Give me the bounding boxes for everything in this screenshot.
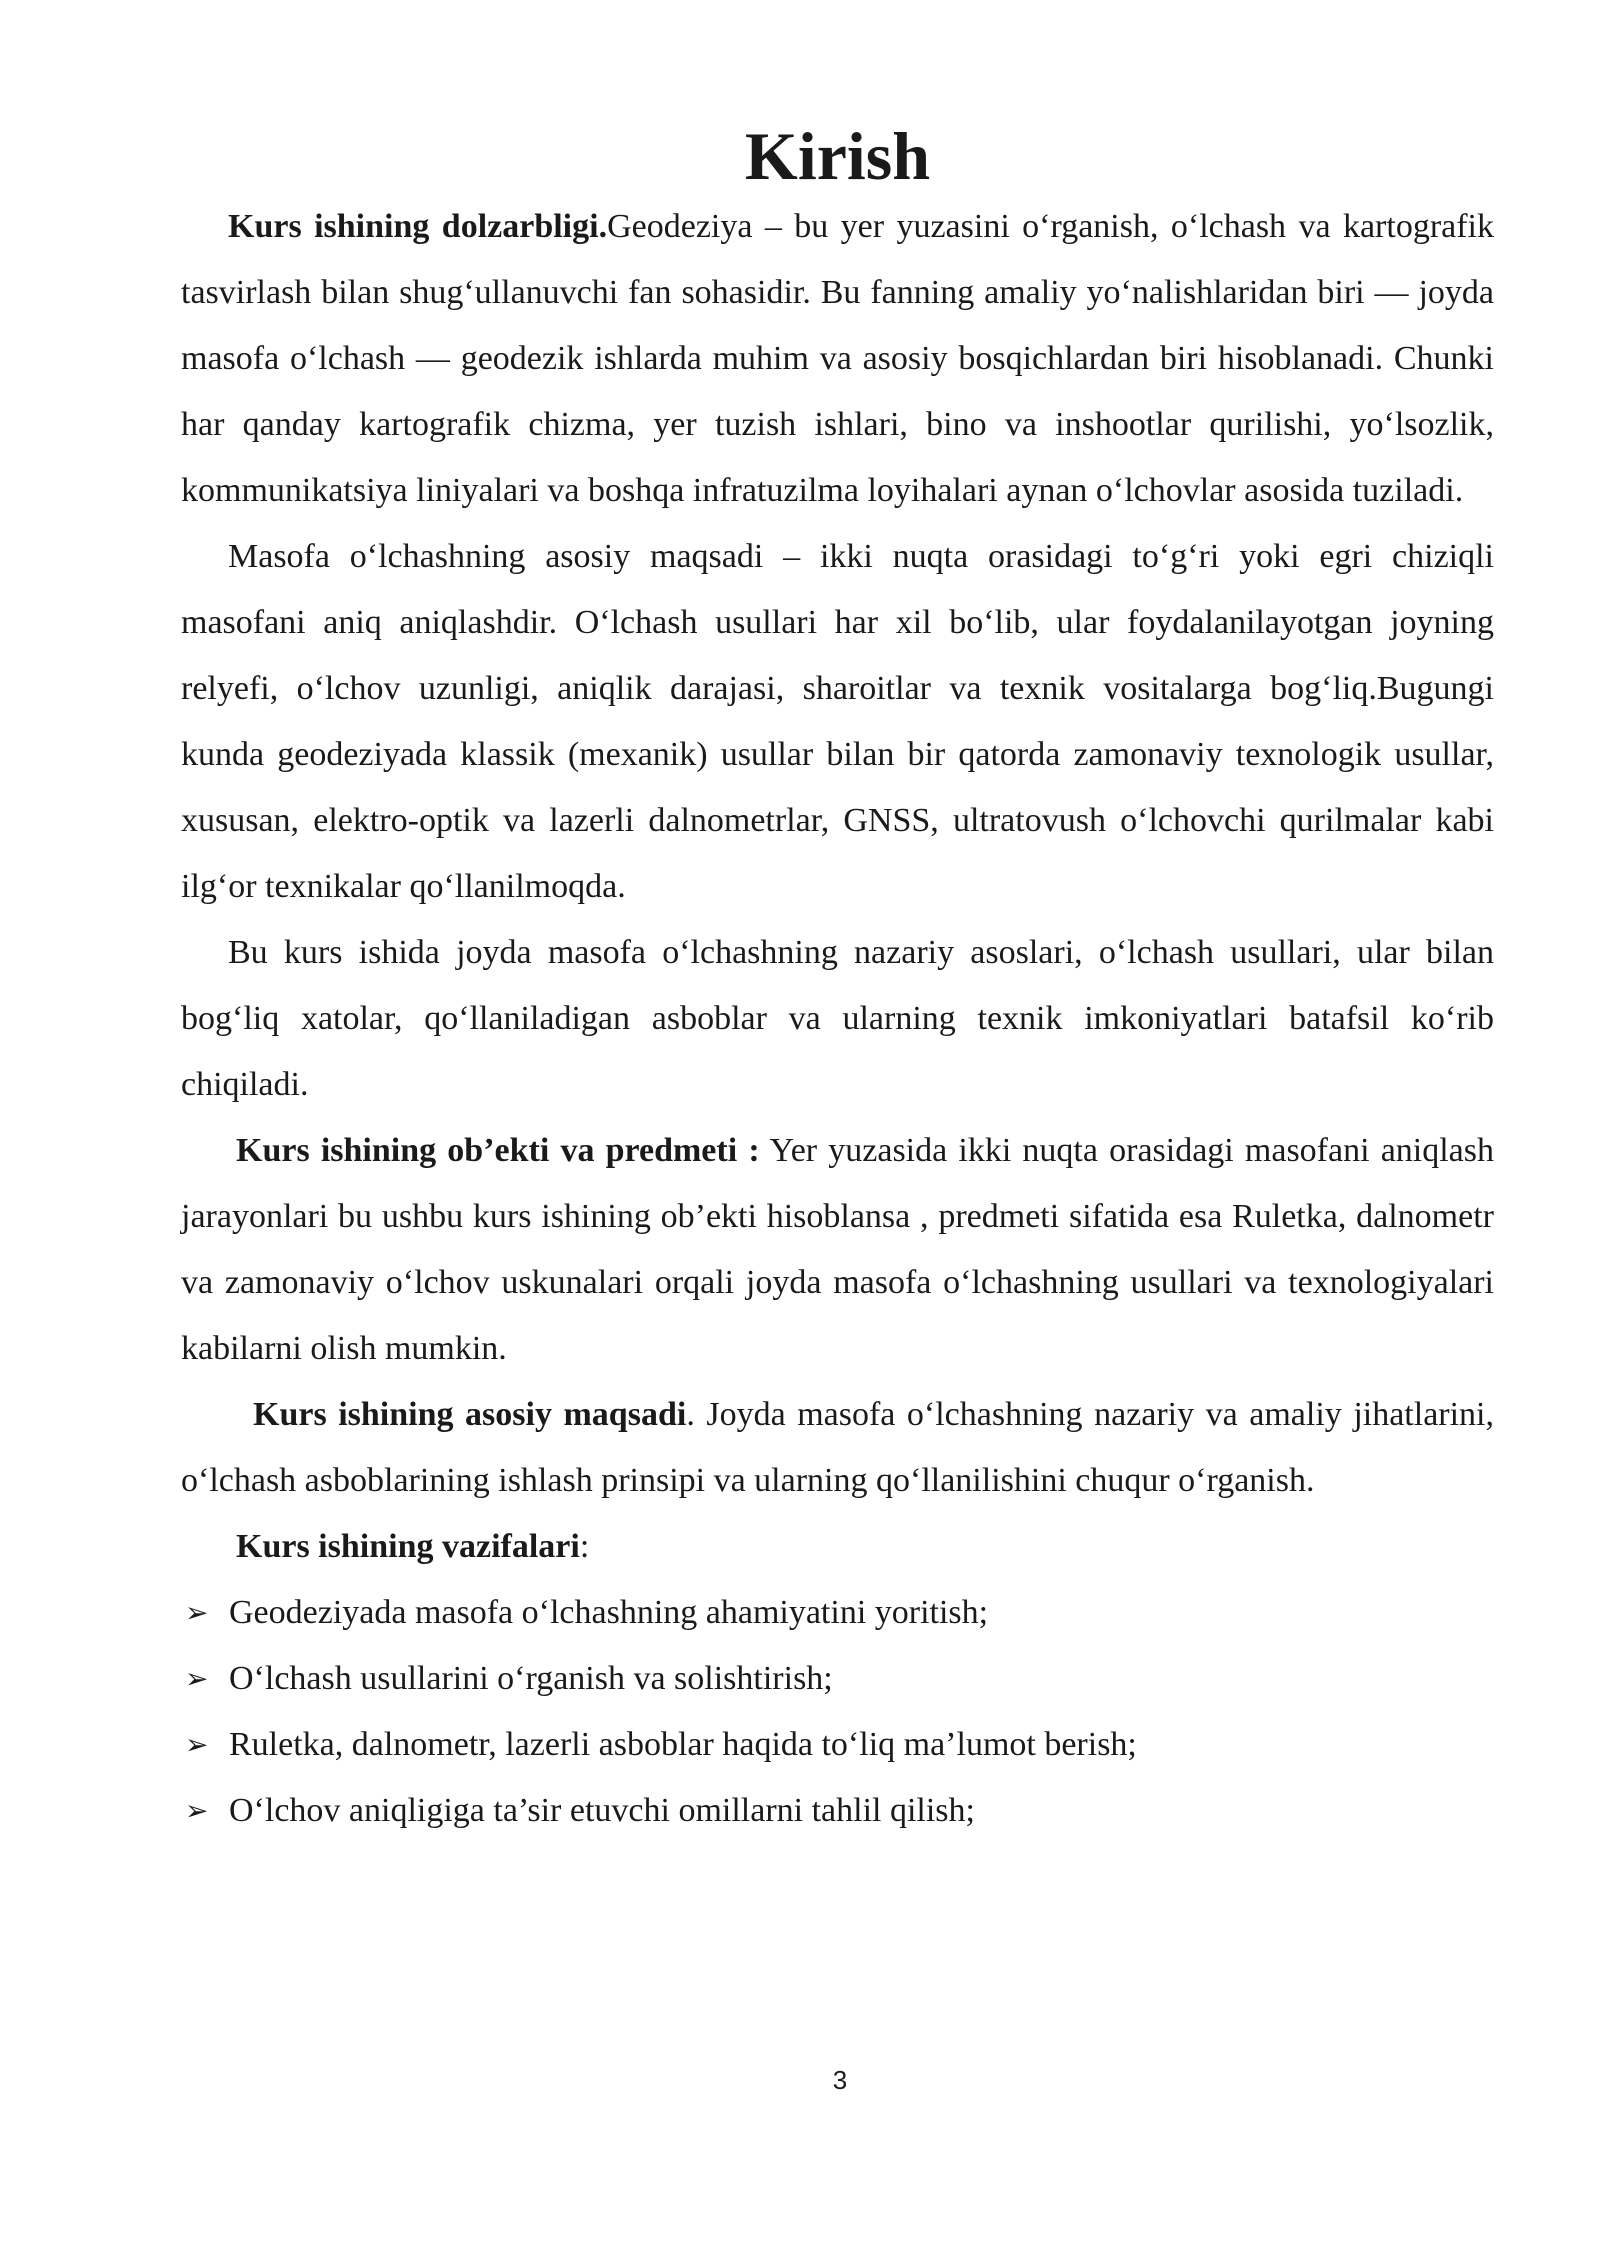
arrow-bullet-icon: ➢	[185, 1794, 209, 1827]
page-title: Kirish	[744, 118, 931, 194]
list-item-text: O‘lchov aniqligiga ta’sir etuvchi omillarni tahlil qilish;	[229, 1792, 975, 1829]
object-heading: Kurs ishining ob’ekti va predmeti :	[236, 1132, 760, 1169]
tasks-list	[181, 1580, 1494, 1844]
arrow-bullet-icon: ➢	[185, 1662, 209, 1695]
intro-text: Geodeziya – bu yer yuzasini o‘rganish, o‘lchash va kartografik tasvirlash bilan shug‘ullanuvchi fan sohasidir. Bu fanning amaliy yo‘nalishlaridan biri — joyda masofa o‘lchash — geodezik ishlarda muhim va asosiy bosqichlardan biri hisoblanadi. Chunki har qanday kartografik chizma, yer tuzish ishlari, bino va inshootlar qurilishi, yo‘lsozlik, kommunikatsiya liniyalari va boshqa infratuzilma loyihalari aynan o‘lchovlar asosida tuziladi.	[181, 208, 1494, 509]
object-text: Yer yuzasida ikki nuqta orasidagi masofani aniqlash jarayonlari bu ushbu kurs ishining ob’ekti hisoblansa , predmeti sifatida esa Ruletka, dalnometr va zamonaviy o‘lchov uskunalari orqali joyda masofa o‘lchashning usullari va texnologiyalari kabilarni olish mumkin.	[181, 1132, 1494, 1367]
paragraph-scope: Bu kurs ishida joyda masofa o‘lchashning nazariy asoslari, o‘lchash usullari, ular bilan bog‘liq xatolar, qo‘llaniladigan asboblar va ularning texnik imkoniyatlari batafsil ko‘rib chiqiladi.	[181, 934, 1494, 1103]
intro-heading: Kurs ishining dolzarbligi.	[228, 208, 608, 245]
aim-text: . Joyda masofa o‘lchashning nazariy va amaliy jihatlarini, o‘lchash asboblarining ishlash prinsipi va ularning qo‘llanilishini chuqur o‘rganish.	[181, 1396, 1495, 1499]
page-number: 3	[832, 2065, 848, 2095]
paragraph-methods: Masofa o‘lchashning asosiy maqsadi – ikki nuqta orasidagi to‘g‘ri yoki egri chiziqli masofani aniq aniqlashdir. O‘lchash usullari har xil bo‘lib, ular foydalanilayotgan joyning relyefi, o‘lchov uzunligi, aniqlik darajasi, sharoitlar va texnik vositalarga bog‘liq.Bugungi kunda geodeziyada klassik (mexanik) usullar bilan bir qatorda zamonaviy texnologik usullar, xususan, elektro-optik va lazerli dalnometrlar, GNSS, ultratovush o‘lchovchi qurilmalar kabi ilg‘or texnikalar qo‘llanilmoqda.	[181, 538, 1494, 905]
list-item-text: Geodeziyada masofa o‘lchashning ahamiyatini yoritish;	[229, 1594, 989, 1631]
arrow-bullet-icon: ➢	[185, 1728, 209, 1761]
intro-paragraph	[181, 194, 1494, 524]
tasks-heading: Kurs ishining vazifalari	[236, 1528, 580, 1565]
tasks-heading-paragraph	[181, 1514, 1494, 1580]
aim-heading: Kurs ishining asosiy maqsadi	[253, 1396, 687, 1433]
list-item	[181, 1778, 1494, 1844]
object-paragraph	[181, 1118, 1494, 1382]
arrow-bullet-icon: ➢	[185, 1596, 209, 1629]
aim-paragraph	[181, 1382, 1494, 1514]
tasks-colon: :	[579, 1528, 590, 1565]
list-item	[181, 1580, 1494, 1646]
list-item	[181, 1712, 1494, 1778]
list-item-text: Ruletka, dalnometr, lazerli asboblar haqida to‘liq ma’lumot berish;	[229, 1726, 1137, 1763]
page-content	[181, 118, 1495, 1844]
list-item	[181, 1646, 1494, 1712]
list-item-text: O‘lchash usullarini o‘rganish va solishtirish;	[229, 1660, 833, 1697]
